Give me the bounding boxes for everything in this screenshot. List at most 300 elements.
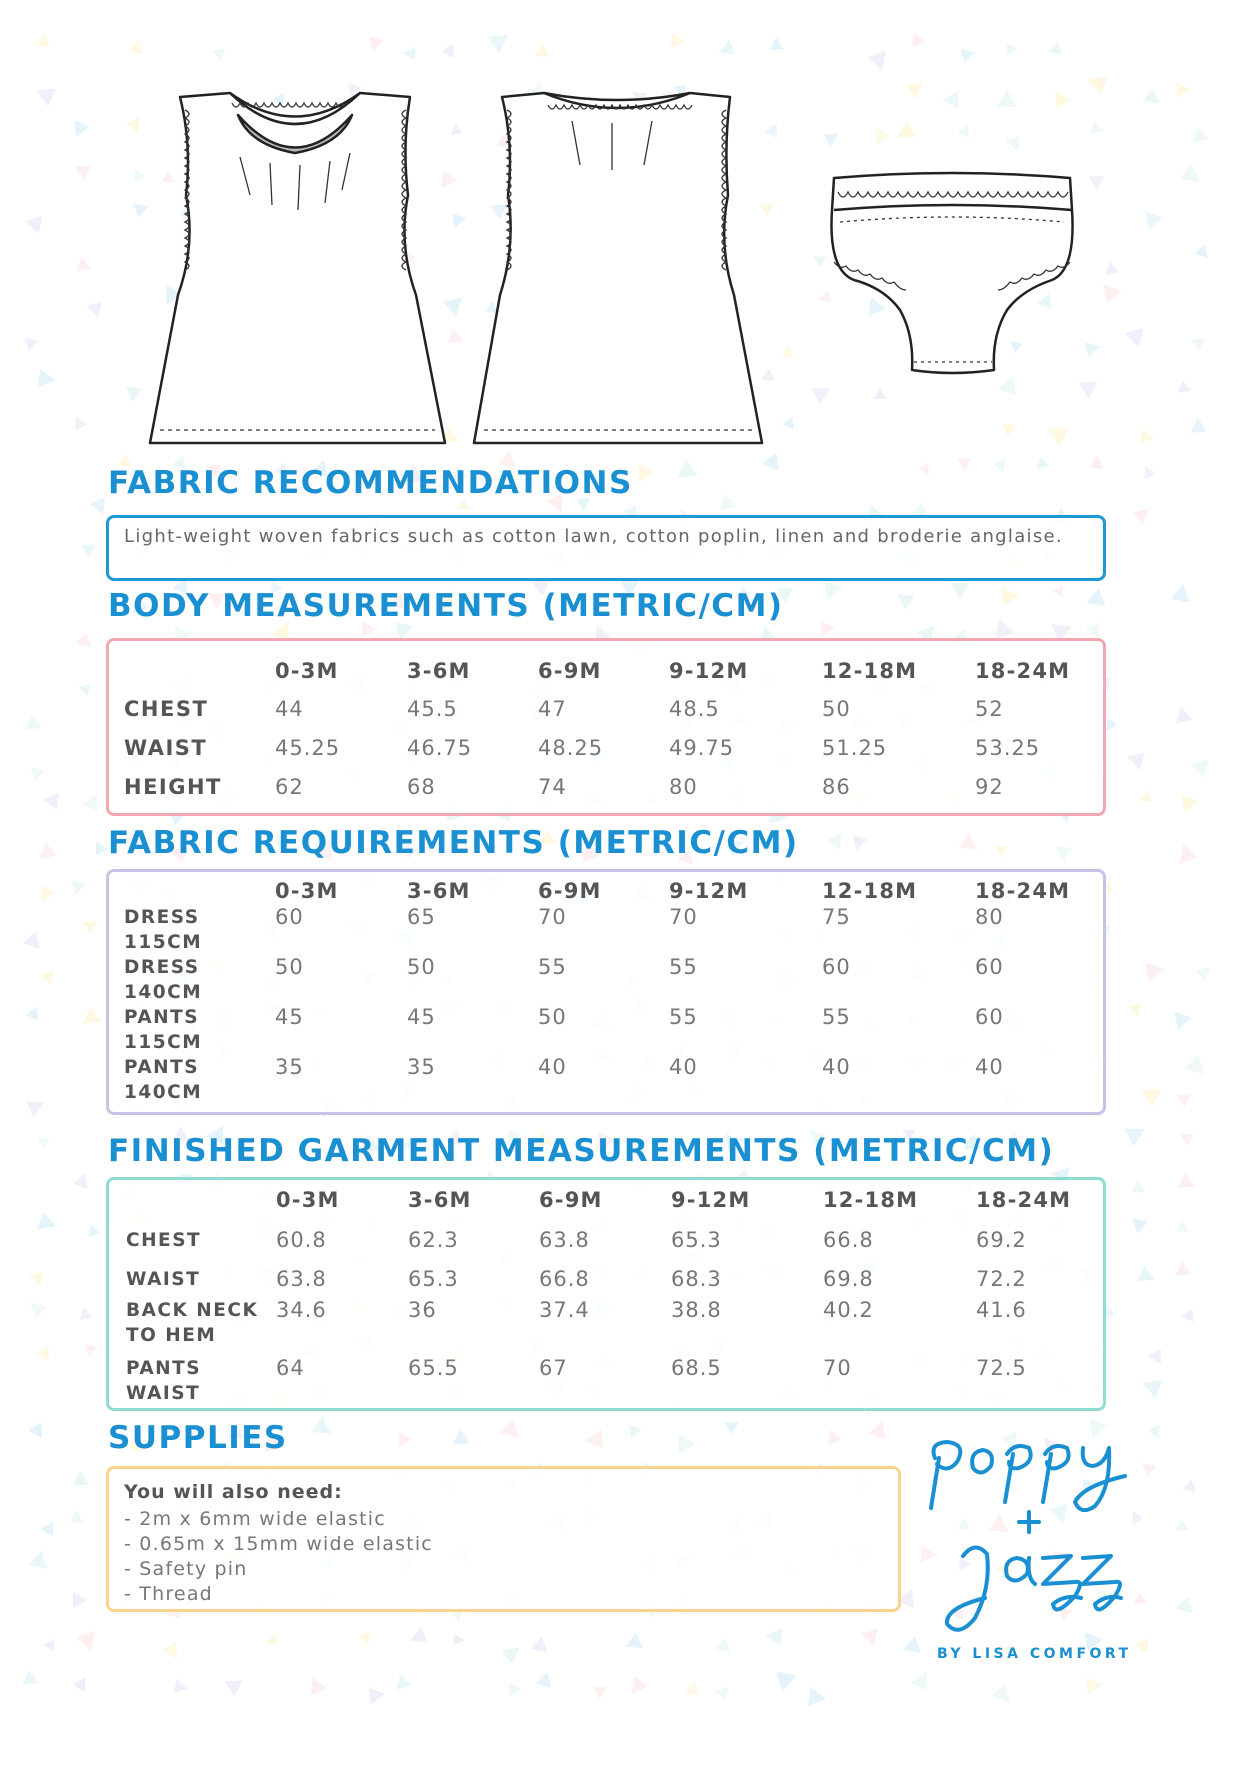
confetti-triangle [36,34,50,47]
confetti-triangle [1178,381,1191,393]
confetti-triangle [410,1626,428,1643]
confetti-triangle [536,1672,551,1688]
confetti-triangle [534,43,550,57]
confetti-triangle [23,931,40,948]
confetti-triangle [678,1434,696,1454]
confetti-triangle [808,1687,826,1707]
confetti-triangle [824,134,839,147]
confetti-triangle [1127,753,1145,770]
confetti-triangle [821,621,835,637]
confetti-triangle [1176,82,1191,98]
confetti-triangle [1176,1221,1189,1232]
confetti-triangle [29,1271,43,1286]
table-cell: 86 [822,775,851,799]
size-header: 0-3M [275,879,339,903]
supplies-item: - Thread [124,1583,213,1605]
confetti-triangle [453,1633,464,1646]
confetti-triangle [90,497,106,514]
confetti-triangle [1139,790,1152,802]
body-measurements-table [106,638,1106,816]
table-cell: 46.75 [407,736,473,760]
table-cell: 53.25 [975,736,1041,760]
body-measurements-heading: BODY MEASUREMENTS (METRIC/CM) [108,588,784,624]
confetti-triangle [499,1419,518,1438]
row-label: BACK NECK [126,1300,259,1321]
confetti-triangle [1181,1308,1194,1322]
confetti-triangle [1192,127,1209,143]
confetti-triangle [311,1678,327,1696]
fabric-requirements-table [106,869,1106,1115]
confetti-triangle [715,1687,729,1701]
confetti-triangle [1139,429,1153,444]
row-label: WAIST [124,736,208,760]
size-header: 12-18M [822,659,918,683]
confetti-triangle [1191,338,1205,351]
confetti-triangle [368,1687,384,1705]
confetti-triangle [1090,456,1104,468]
confetti-triangle [86,301,102,317]
confetti-triangle [1087,76,1107,95]
confetti-triangle [88,1225,100,1237]
confetti-triangle [31,1303,47,1319]
table-cell: 63.8 [276,1267,327,1291]
table-cell: 50 [275,955,304,979]
confetti-triangle [898,121,917,138]
table-cell: 69.2 [976,1228,1027,1252]
table-cell: 70 [823,1356,852,1380]
row-label: PANTS [124,1007,200,1028]
confetti-triangle [1090,121,1104,134]
confetti-triangle [128,40,142,54]
table-cell: 67 [539,1356,568,1380]
supplies-item: - 0.65m x 15mm wide elastic [124,1533,433,1555]
confetti-triangle [1086,1677,1102,1694]
confetti-triangle [1132,509,1148,525]
supplies-item: - 2m x 6mm wide elastic [124,1508,386,1530]
confetti-triangle [311,1416,331,1434]
confetti-triangle [678,459,698,477]
confetti-triangle [25,216,42,234]
logo-byline: BY LISA COMFORT [937,1646,1132,1662]
confetti-triangle [1143,88,1159,103]
confetti-triangle [23,1670,39,1685]
confetti-triangle [828,1430,843,1445]
confetti-triangle [1181,795,1198,813]
confetti-triangle [671,33,685,49]
confetti-triangle [1176,1597,1192,1613]
confetti-triangle [1135,1638,1149,1653]
confetti-triangle [42,885,56,901]
table-cell: 80 [669,775,698,799]
confetti-triangle [1084,342,1100,358]
confetti-triangle [76,1631,96,1651]
confetti-triangle [40,1522,53,1537]
table-cell: 49.75 [669,736,735,760]
confetti-triangle [73,1174,88,1190]
confetti-triangle [24,338,38,352]
confetti-triangle [1145,212,1163,230]
confetti-triangle [81,545,95,558]
table-cell: 48.25 [538,736,604,760]
confetti-triangle [943,91,959,109]
row-label-line2: 115CM [124,932,203,953]
confetti-triangle [997,90,1017,107]
confetti-triangle [396,1674,412,1690]
confetti-triangle [626,1632,644,1648]
confetti-triangle [912,33,926,48]
confetti-triangle [83,1007,102,1025]
size-header: 18-24M [975,879,1071,903]
confetti-triangle [1137,1265,1155,1282]
confetti-triangle [162,1642,177,1659]
table-cell: 65.3 [671,1228,722,1252]
confetti-triangle [1195,968,1210,982]
confetti-triangle [1171,584,1190,602]
table-cell: 38.8 [671,1298,722,1322]
confetti-triangle [37,1137,49,1148]
table-cell: 60.8 [276,1228,327,1252]
confetti-triangle [766,1628,783,1646]
confetti-triangle [1176,1094,1191,1107]
confetti-triangle [1049,42,1062,55]
table-cell: 45 [275,1005,304,1029]
confetti-triangle [1176,707,1193,724]
confetti-triangle [1085,622,1099,638]
pants-icon [822,170,1082,380]
row-label-line2: TO HEM [126,1325,217,1346]
fabric-recommendations-box [106,515,1106,581]
confetti-triangle [762,453,779,471]
finished-measurements-heading: FINISHED GARMENT MEASUREMENTS (METRIC/CM) [108,1133,1055,1169]
confetti-triangle [1178,1172,1195,1187]
size-header: 18-24M [976,1188,1072,1212]
table-cell: 36 [408,1298,437,1322]
confetti-triangle [75,417,87,431]
table-cell: 65 [407,905,436,929]
confetti-triangle [1143,1380,1163,1399]
table-cell: 37.4 [539,1298,590,1322]
table-cell: 60 [822,955,851,979]
table-cell: 64 [276,1356,305,1380]
confetti-triangle [36,88,56,106]
confetti-triangle [74,120,89,137]
confetti-triangle [725,1422,739,1435]
confetti-triangle [531,1636,548,1652]
table-cell: 55 [822,1005,851,1029]
confetti-triangle [950,583,968,599]
table-cell: 40 [975,1055,1004,1079]
confetti-triangle [868,1421,885,1439]
size-header: 3-6M [407,659,471,683]
confetti-triangle [96,842,108,856]
confetti-triangle [1129,1004,1142,1016]
size-header: 9-12M [669,879,749,903]
confetti-triangle [126,118,140,133]
confetti-triangle [1078,382,1097,399]
table-cell: 55 [538,955,567,979]
confetti-triangle [71,879,87,895]
confetti-triangle [867,50,886,70]
confetti-triangle [716,1638,731,1652]
table-cell: 66.8 [823,1228,874,1252]
confetti-triangle [25,714,42,730]
confetti-triangle [1037,457,1049,469]
confetti-triangle [30,767,45,781]
confetti-triangle [1141,1089,1162,1107]
table-cell: 72.5 [976,1356,1027,1380]
confetti-triangle [1144,466,1156,479]
confetti-triangle [1049,429,1070,447]
confetti-triangle [80,1307,93,1320]
confetti-triangle [685,1682,699,1695]
confetti-triangle [212,49,225,62]
confetti-triangle [1180,845,1198,864]
confetti-triangle [29,1551,48,1569]
table-cell: 40 [538,1055,567,1079]
supplies-heading: SUPPLIES [108,1420,288,1456]
size-header: 6-9M [539,1188,603,1212]
confetti-triangle [1087,588,1106,606]
confetti-triangle [509,1682,521,1696]
confetti-triangle [73,1592,88,1609]
confetti-triangle [225,1681,243,1697]
row-label: CHEST [124,697,209,721]
confetti-triangle [403,46,416,61]
confetti-triangle [441,43,455,58]
confetti-triangle [488,35,508,53]
table-cell: 70 [538,905,567,929]
supplies-box [106,1466,901,1612]
confetti-triangle [359,1632,371,1644]
table-cell: 40 [822,1055,851,1079]
confetti-triangle [898,594,915,610]
table-cell: 74 [538,775,567,799]
confetti-triangle [1002,588,1019,607]
confetti-triangle [1180,164,1199,182]
confetti-triangle [957,125,969,138]
confetti-triangle [1148,1349,1161,1364]
confetti-triangle [78,683,90,696]
table-cell: 47 [538,697,567,721]
confetti-triangle [993,460,1006,473]
confetti-triangle [1053,585,1064,597]
table-cell: 92 [975,775,1004,799]
table-cell: 50 [538,1005,567,1029]
size-header: 0-3M [276,1188,340,1212]
size-header: 3-6M [408,1188,472,1212]
size-header: 0-3M [275,659,339,683]
row-label: CHEST [126,1230,202,1251]
confetti-triangle [1125,1129,1145,1147]
size-header: 18-24M [975,659,1071,683]
confetti-triangle [770,37,784,50]
row-label: WAIST [126,1269,201,1290]
confetti-triangle [852,836,867,851]
table-cell: 45 [407,1005,436,1029]
confetti-triangle [824,581,843,601]
confetti-triangle [632,1676,648,1694]
confetti-triangle [1002,423,1016,436]
confetti-triangle [776,1672,796,1692]
row-label: HEIGHT [124,775,222,799]
confetti-triangle [995,619,1014,638]
confetti-triangle [1005,136,1020,152]
confetti-triangle [1056,846,1073,862]
confetti-triangle [83,921,98,934]
size-header: 6-9M [538,659,602,683]
table-cell: 68.3 [671,1267,722,1291]
confetti-triangle [1103,284,1121,303]
confetti-triangle [826,833,841,850]
table-cell: 60 [975,1005,1004,1029]
confetti-triangle [453,1429,470,1444]
confetti-triangle [26,1007,39,1021]
confetti-triangle [1145,963,1164,983]
confetti-triangle [593,1687,607,1699]
table-cell: 35 [275,1055,304,1079]
confetti-triangle [76,632,91,647]
confetti-triangle [861,1629,878,1647]
confetti-triangle [1180,1134,1194,1146]
fabric-recommendations-heading: FABRIC RECOMMENDATIONS [108,465,633,501]
confetti-triangle [75,165,92,180]
confetti-triangle [399,1432,412,1446]
confetti-triangle [991,1683,1009,1702]
confetti-triangle [995,846,1008,858]
size-header: 9-12M [671,1188,751,1212]
confetti-triangle [1132,1218,1148,1234]
confetti-triangle [1107,718,1118,731]
row-label: PANTS [124,1057,200,1078]
confetti-triangle [40,843,57,860]
table-cell: 34.6 [276,1298,327,1322]
supplies-list [124,1507,433,1607]
confetti-triangle [1089,176,1105,190]
row-label: DRESS [124,957,200,978]
row-label-line2: 115CM [124,1032,203,1053]
table-cell: 55 [669,1005,698,1029]
size-header: 9-12M [669,659,749,683]
table-cell: 63.8 [539,1228,590,1252]
table-cell: 70 [669,905,698,929]
confetti-triangle [1175,1012,1192,1030]
table-cell: 68.5 [671,1356,722,1380]
confetti-triangle [903,1636,920,1653]
confetti-triangle [1183,1479,1196,1491]
confetti-triangle [918,462,929,474]
table-cell: 72.2 [976,1267,1027,1291]
confetti-triangle [37,1212,55,1230]
table-cell: 66.8 [539,1267,590,1291]
fabric-requirements-heading: FABRIC REQUIREMENTS (METRIC/CM) [108,825,799,861]
row-label: DRESS [124,907,200,928]
confetti-triangle [906,84,923,99]
finished-measurements-table [106,1177,1106,1411]
confetti-triangle [73,1678,86,1692]
row-label-line2: 140CM [124,982,203,1003]
confetti-triangle [629,1425,642,1439]
table-cell: 41.6 [976,1298,1027,1322]
table-cell: 44 [275,697,304,721]
confetti-triangle [1190,418,1207,433]
confetti-triangle [1191,759,1209,777]
confetti-triangle [369,36,384,51]
confetti-triangle [911,1672,928,1691]
supplies-item: - Safety pin [124,1558,248,1580]
table-cell: 75 [822,905,851,929]
table-cell: 69.8 [823,1267,874,1291]
table-cell: 45.5 [407,697,458,721]
table-cell: 51.25 [822,736,888,760]
supplies-subtitle: You will also need: [124,1481,343,1503]
size-header: 12-18M [822,879,918,903]
confetti-triangle [1176,1519,1189,1531]
confetti-triangle [43,793,59,810]
confetti-triangle [501,1648,518,1664]
confetti-triangle [812,388,831,405]
confetti-triangle [1105,262,1119,275]
confetti-triangle [720,493,738,510]
confetti-triangle [1194,244,1207,258]
row-label-line2: 140CM [124,1082,203,1103]
confetti-triangle [266,1634,278,1646]
confetti-triangle [1124,328,1143,348]
confetti-triangle [26,1101,44,1118]
confetti-triangle [82,795,97,812]
size-header: 3-6M [407,879,471,903]
confetti-triangle [84,1344,97,1356]
dress-front-icon [140,85,455,455]
confetti-triangle [1006,43,1018,56]
row-label-line2: WAIST [126,1383,201,1404]
confetti-triangle [41,972,55,985]
dress-back-icon [462,85,772,455]
table-cell: 65.5 [408,1356,459,1380]
table-cell: 40 [669,1055,698,1079]
table-cell: 52 [975,697,1004,721]
row-label: PANTS [126,1358,202,1379]
table-cell: 62.3 [408,1228,459,1252]
table-cell: 40.2 [823,1298,874,1322]
table-cell: 80 [975,905,1004,929]
confetti-triangle [874,388,887,400]
confetti-triangle [28,1422,42,1438]
confetti-triangle [782,346,794,357]
confetti-triangle [1184,1055,1203,1075]
confetti-triangle [961,49,975,63]
confetti-triangle [877,129,890,144]
confetti-triangle [1056,92,1071,109]
confetti-triangle [174,1679,188,1693]
table-cell: 65.3 [408,1267,459,1291]
confetti-triangle [43,1639,54,1652]
confetti-triangle [38,369,55,388]
table-cell: 60 [275,905,304,929]
table-cell: 68 [407,775,436,799]
fabric-recommendations-text: Light-weight woven fabrics such as cotton lawn, cotton poplin, linen and broderie anglaise. [124,526,1063,547]
confetti-triangle [77,257,92,271]
confetti-triangle [36,1347,48,1361]
confetti-triangle [959,833,977,850]
table-cell: 55 [669,955,698,979]
confetti-triangle [1131,1180,1145,1192]
confetti-triangle [957,458,971,471]
poppy-jazz-logo [925,1428,1150,1640]
table-cell: 35 [407,1055,436,1079]
size-header: 6-9M [538,879,602,903]
confetti-triangle [69,1510,83,1522]
table-cell: 50 [822,697,851,721]
